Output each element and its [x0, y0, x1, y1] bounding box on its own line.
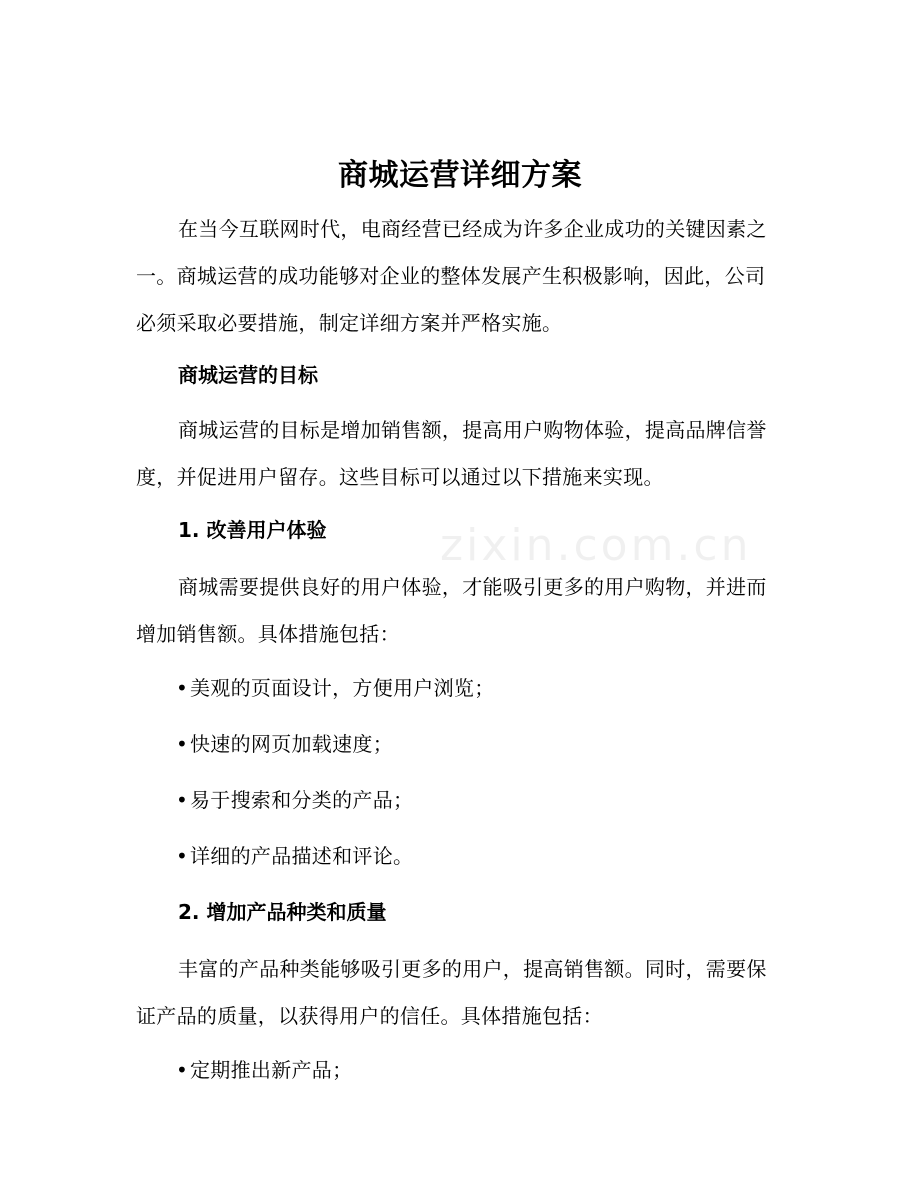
bullet-icon: •: [176, 1058, 189, 1082]
list-item: [176, 780, 413, 820]
list-item: [176, 724, 393, 764]
list-item-text: 详细的产品描述和评论。: [190, 844, 414, 868]
section-2-paragraph: 丰富的产品种类能够吸引更多的用户，提高销售额。同时，需要保证产品的质量，以获得用户的信任。具体措施包括：: [136, 957, 767, 1028]
list-item-text: 定期推出新产品；: [190, 1058, 353, 1082]
bullet-icon: •: [176, 732, 189, 756]
section-2-heading: 2. 增加产品种类和质量: [178, 900, 387, 924]
list-item: [176, 836, 413, 876]
list-item-text: 快速的网页加载速度；: [190, 732, 393, 756]
list-item: [176, 1050, 352, 1090]
list-item-text: 美观的页面设计，方便用户浏览；: [190, 676, 495, 700]
goal-heading: 商城运营的目标: [178, 363, 318, 387]
bullet-icon: •: [176, 844, 189, 868]
intro-paragraph: 在当今互联网时代，电商经营已经成为许多企业成功的关键因素之一。商城运营的成功能够对企业的整体发展产生积极影响，因此，公司必须采取必要措施，制定详细方案并严格实施。: [136, 217, 767, 335]
goal-paragraph: 商城运营的目标是增加销售额，提高用户购物体验，提高品牌信誉度，并促进用户留存。这些目标可以通过以下措施来实现。: [136, 418, 767, 489]
section-1-heading: 1. 改善用户体验: [178, 518, 327, 542]
list-item: [176, 668, 495, 708]
document-title: 商城运营详细方案: [338, 158, 582, 193]
list-item-text: 易于搜索和分类的产品；: [190, 788, 414, 812]
section-1-paragraph: 商城需要提供良好的用户体验，才能吸引更多的用户购物，并进而增加销售额。具体措施包括：: [136, 575, 767, 646]
bullet-icon: •: [176, 788, 189, 812]
bullet-icon: •: [176, 676, 189, 700]
watermark: zixin.com.cn: [440, 520, 752, 571]
